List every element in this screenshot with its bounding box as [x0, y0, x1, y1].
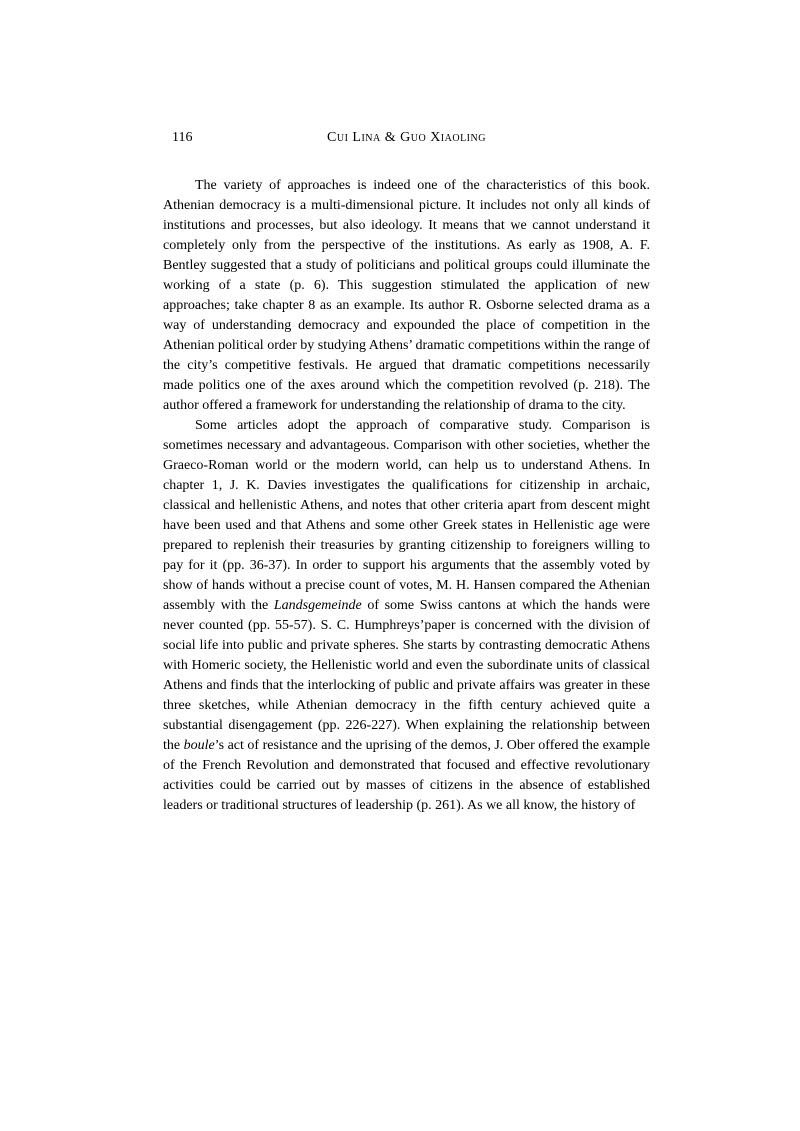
text-segment: Some articles adopt the approach of comparative study. Comparison is sometimes necessary and advantageous. Comparison with other societies, whether the Graeco-Roman world or the modern world, can help us to understand Athens. In chapter 1, J. K. Davies investigates the qualifications for citizenship in archaic, classical and hellenistic Athens, and notes that other criteria apart from descent might have been used and that Athens and some other Greek states in Hellenistic age were prepared to replenish their treasuries by granting citizenship to foreigners willing to pay for it (pp. 36-37). In order to support his arguments that the assembly voted by show of hands without a precise count of votes, M. H. Hansen compared the Athenian assembly with the — [163, 418, 650, 613]
text-segment: of some Swiss cantons at which the hands were never counted (pp. 55-57). S. C. Humphreys’paper is concerned with the division of social life into public and private spheres. She starts by contrasting democratic Athens with Homeric society, the Hellenistic world and even the subordinate units of classical Athens and finds that the interlocking of public and private affairs was greater in these three sketches, while Athenian democracy in the fifth century achieved quite a substantial disengagement (pp. 226-227). When explaining the relationship between the — [163, 598, 650, 753]
page-body — [163, 176, 650, 816]
paragraph — [163, 416, 650, 816]
paragraph — [163, 176, 650, 416]
running-head: Cui Lina & Guo Xiaoling — [327, 130, 486, 145]
page-header — [163, 128, 650, 148]
text-segment: ’s act of resistance and the uprising of the demos, J. Ober offered the example of the French Revolution and demonstrated that focused and effective revolutionary activities could be carried out by masses of citizens in the absence of established leaders or traditional structures of leadership (p. 261). As we all know, the history of — [163, 738, 651, 813]
page-number: 116 — [172, 130, 193, 145]
text-segment: The variety of approaches is indeed one of the characteristics of this book. Athenian democracy is a multi-dimensional picture. It includes not only all kinds of institutions and processes, but also ideology. It means that we cannot understand it completely only from the perspective of the institutions. As early as 1908, A. F. Bentley suggested that a study of politicians and political groups could illuminate the working of a state (p. 6). This suggestion stimulated the application of new approaches; take chapter 8 as an example. Its author R. Osborne selected drama as a way of understanding democracy and expounded the place of competition in the Athenian political order by studying Athens’ dramatic competitions within the range of the city’s competitive festivals. He argued that dramatic competitions necessarily made politics one of the axes around which the competition revolved (p. 218). The author offered a framework for understanding the relationship of drama to the city. — [163, 178, 650, 413]
text-block — [163, 0, 650, 816]
italic-term: Landsgemeinde — [273, 598, 362, 613]
italic-term: boule — [183, 738, 215, 753]
